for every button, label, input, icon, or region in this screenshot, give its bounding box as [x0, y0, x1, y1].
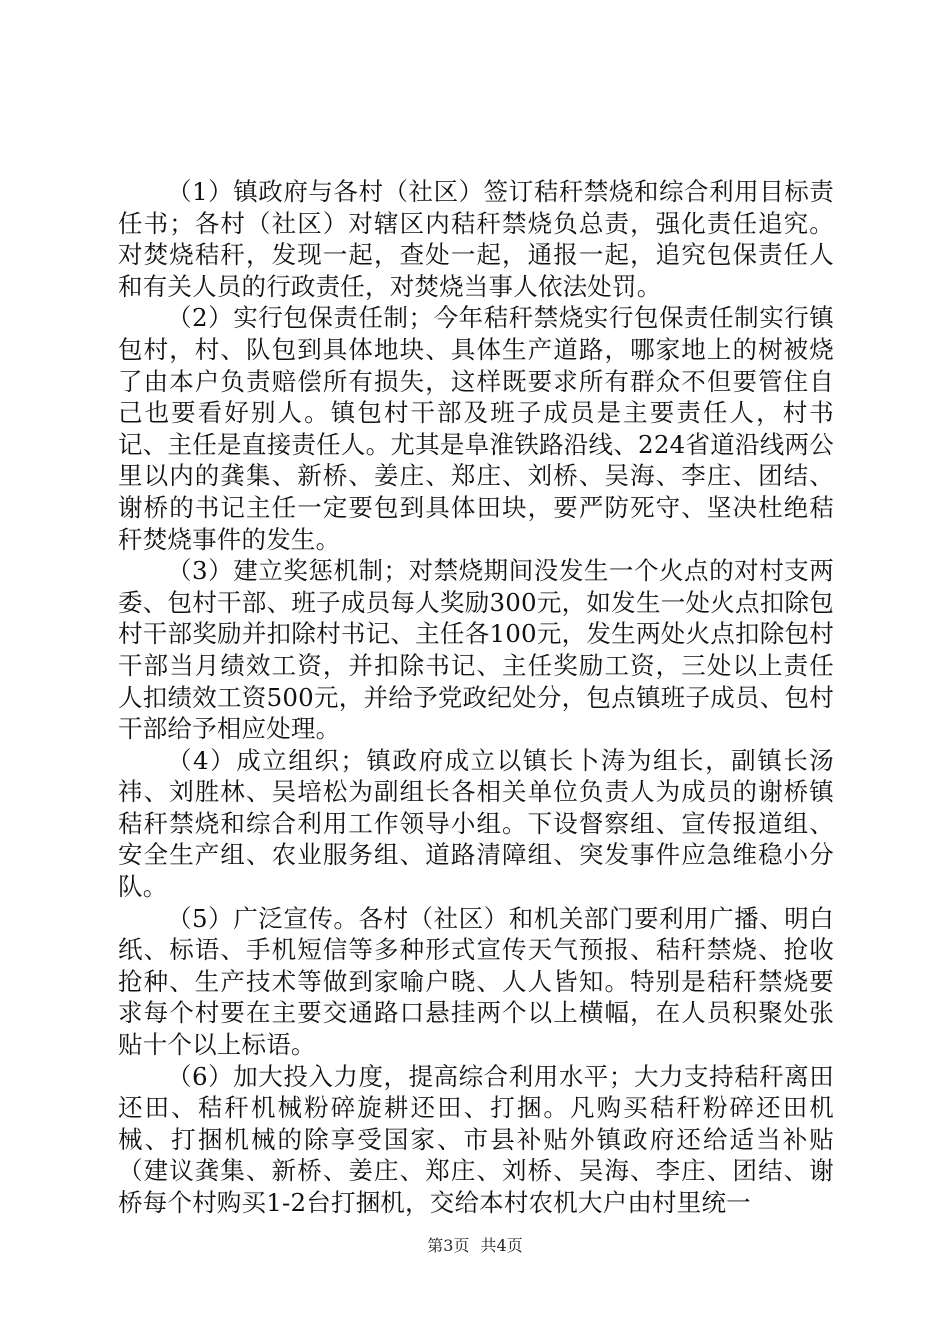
paragraph-3: （3）建立奖惩机制；对禁烧期间没发生一个火点的对村支两委、包村干部、班子成员每人奖励300元，如发生一处火点扣除包村干部奖励并扣除村书记、主任各100元，发生两处火点扣除包村干部当月绩效工资，并扣除书记、主任奖励工资，三处以上责任人扣绩效工资500元，并给予党政纪处分，包点镇班子成员、包村干部给予相应处理。	[118, 556, 834, 744]
page-footer	[0, 1236, 950, 1256]
page-number: 第3页	[427, 1236, 470, 1255]
paragraph-4: （4）成立组织；镇政府成立以镇长卜涛为组长，副镇长汤祎、刘胜林、吴培松为副组长各相关单位负责人为成员的谢桥镇秸秆禁烧和综合利用工作领导小组。下设督察组、宣传报道组、安全生产组、农业服务组、道路清障组、突发事件应急维稳小分队。	[118, 745, 834, 902]
paragraph-1: （1）镇政府与各村（社区）签订秸秆禁烧和综合利用目标责任书；各村（社区）对辖区内秸秆禁烧负总责，强化责任追究。对焚烧秸秆，发现一起，查处一起，通报一起，追究包保责任人和有关人员的行政责任，对焚烧当事人依法处罚。	[118, 177, 834, 301]
page-total: 共4页	[480, 1236, 523, 1255]
paragraph-5: （5）广泛宣传。各村（社区）和机关部门要利用广播、明白纸、标语、手机短信等多种形式宣传天气预报、秸秆禁烧、抢收抢种、生产技术等做到家喻户晓、人人皆知。特别是秸秆禁烧要求每个村要在主要交通路口悬挂两个以上横幅，在人员积聚处张贴十个以上标语。	[118, 903, 834, 1060]
paragraph-6: （6）加大投入力度，提高综合利用水平；大力支持秸秆离田还田、秸秆机械粉碎旋耕还田、打捆。凡购买秸秆粉碎还田机械、打捆机械的除享受国家、市县补贴外镇政府还给适当补贴（建议龚集、新桥、姜庄、郑庄、刘桥、吴海、李庄、团结、谢桥每个村购买1-2台打捆机，交给本村农机大户由村里统一	[118, 1061, 834, 1217]
document-body	[118, 176, 834, 1219]
paragraph-2: （2）实行包保责任制；今年秸秆禁烧实行包保责任制实行镇包村，村、队包到具体地块、具体生产道路，哪家地上的树被烧了由本户负责赔偿所有损失，这样既要求所有群众不但要管住自己也要看好别人。镇包村干部及班子成员是主要责任人，村书记、主任是直接责任人。尤其是阜淮铁路沿线、224省道沿线两公里以内的龚集、新桥、姜庄、郑庄、刘桥、吴海、李庄、团结、谢桥的书记主任一定要包到具体田块，要严防死守、坚决杜绝秸秆焚烧事件的发生。	[118, 303, 834, 554]
